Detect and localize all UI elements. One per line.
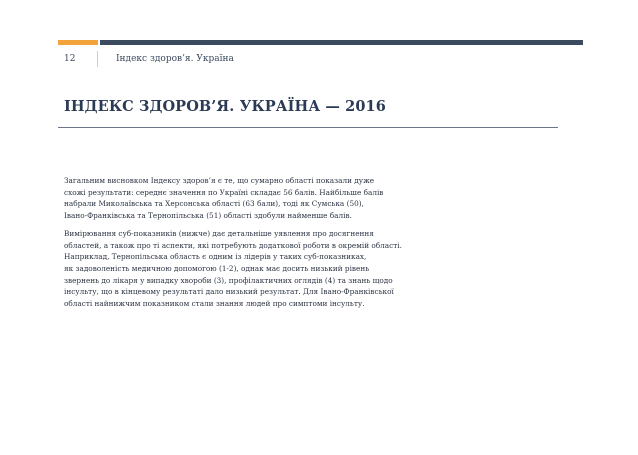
paragraph-summary: Загальним висновком Індексу здоров’я є те, що сумарно області показали дуже схожі результати: середнє значення по Україні складає 56 балів. Найбільше балів набрали Миколаївська та Херсонська області (63 бали), тоді як Сумська (50), Івано-Франківська та Тернопільська (51) області здобули найменше балів. <box>64 176 384 221</box>
header-divider <box>97 51 98 67</box>
paragraph-subindicators: Вимірювання суб-показників (нижче) дає детальніше уявлення про досягнення областей, а також про ті аспекти, які потребують додаткової роботи в окремій області. Наприклад, Тернопільська область є одним із лідерів у таких суб-показниках, як задоволеність медичною допомогою (1-2), однак має досить низький рівень звернень до лікаря у випадку хвороби (3), профілактичних оглядів (4) та знань щодо інсульту, що в кінцевому результаті дало низький результат. Для Івано-Франківської області найнижчим показником стали знання людей про симптоми інсульту. <box>64 228 402 309</box>
page-title: ІНДЕКС ЗДОРОВ’Я. УКРАЇНА — 2016 <box>64 98 386 115</box>
title-underline <box>58 127 558 128</box>
running-header-title: Індекс здоров’я. Україна <box>116 54 234 64</box>
accent-bar <box>58 40 98 45</box>
page-number: 12 <box>64 54 76 64</box>
body-text <box>64 175 464 310</box>
header-bar <box>100 40 583 45</box>
